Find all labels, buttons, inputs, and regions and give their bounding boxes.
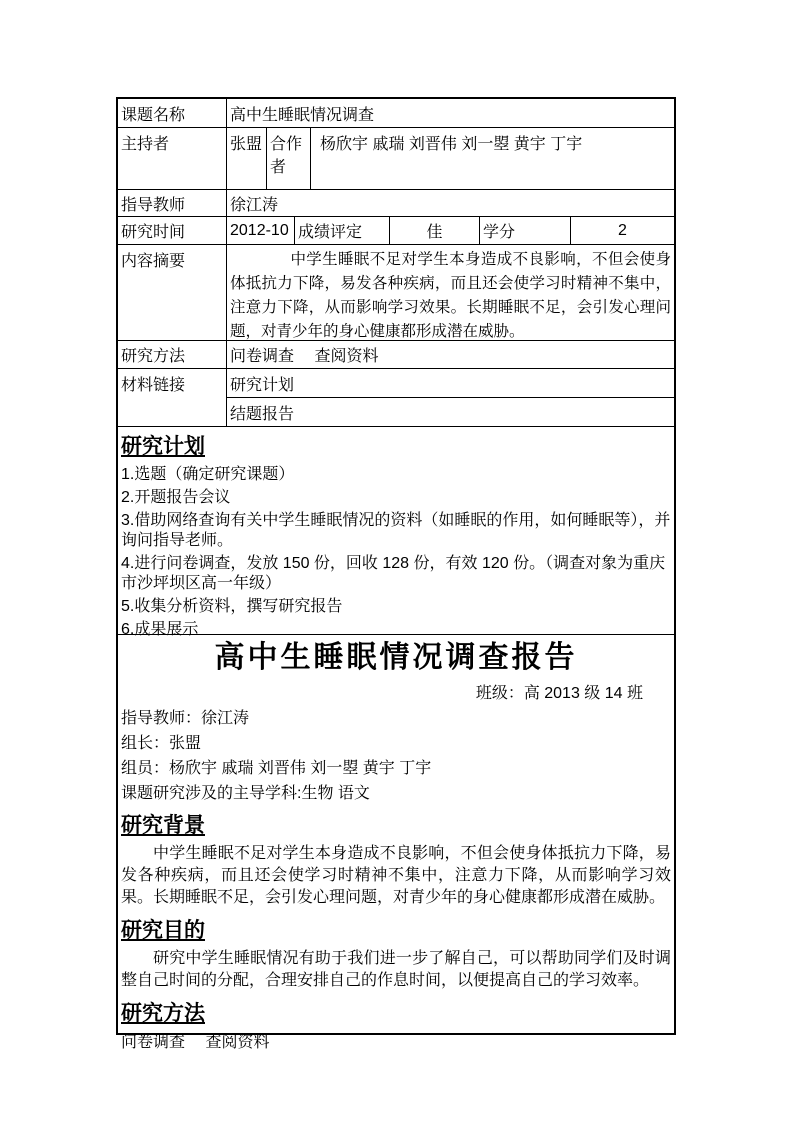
material-item-plan: 研究计划	[227, 369, 674, 398]
project-info-table	[116, 97, 676, 1051]
advisor-value: 徐江涛	[226, 190, 674, 216]
plan-item-4: 4.进行问卷调查，发放 150 份，回收 128 份，有效 120 份。（调查对象为重庆市沙坪坝区高一年级）	[121, 555, 666, 592]
time-value: 2012-10	[226, 217, 294, 244]
table-row-plan-section	[118, 426, 674, 638]
host-label: 主持者	[121, 136, 170, 153]
grade-value: 佳	[389, 217, 479, 244]
report-leader-line: 组长：张盟	[121, 735, 202, 752]
topic-label: 课题名称	[121, 106, 186, 124]
summary-text: 中学生睡眠不足对学生本身造成不良影响，不但会使身体抵抗力下降，易发各种疾病，而且还会使学习时精神不集中，注意力下降，从而影响学习效果。长期睡眠不足，会引发心理问题，对青少年的身心健康都形成潜在威胁。	[230, 251, 671, 340]
material-label: 材料链接	[121, 377, 186, 394]
method-value: 问卷调查 查阅资料	[226, 341, 674, 368]
table-row-materials	[118, 368, 674, 426]
time-label: 研究时间	[121, 224, 186, 241]
table-row-time-grade-credit	[118, 216, 674, 244]
plan-item-2: 2.开题报告会议	[121, 489, 231, 506]
table-row-summary	[118, 244, 674, 340]
plan-item-1: 1.选题（确定研究课题）	[121, 466, 295, 483]
host-value: 张盟	[226, 128, 266, 189]
purpose-paragraph: 研究中学生睡眠情况有助于我们进一步了解自己，可以帮助同学们及时调整自己时间的分配，合理安排自己的作息时间，以便提高自己的学习效率。	[121, 950, 671, 989]
collaborator-value: 杨欣宇 戚瑞 刘晋伟 刘一曌 黄宇 丁宇	[310, 128, 674, 189]
collaborator-label: 合作者	[266, 128, 310, 189]
background-heading: 研究背景	[121, 814, 205, 837]
report-class-line: 班级：高 2013 级 14 班	[475, 685, 643, 702]
advisor-label: 指导教师	[121, 196, 186, 214]
plan-section	[118, 427, 674, 638]
table-row-report-section	[118, 634, 674, 1051]
table-row-topic	[118, 99, 674, 127]
report-title: 高中生睡眠情况调查报告	[214, 641, 578, 674]
plan-item-3: 3.借助网络查询有关中学生睡眠情况的资料（如睡眠的作用，如何睡眠等），并询问指导老师。	[121, 512, 671, 549]
topic-value: 高中生睡眠情况调查	[226, 99, 674, 127]
plan-item-5: 5.收集分析资料，撰写研究报告	[121, 598, 343, 615]
plan-heading: 研究计划	[121, 435, 205, 458]
method-label: 研究方法	[121, 348, 186, 365]
purpose-heading: 研究目的	[121, 919, 205, 942]
report-subjects-line: 课题研究涉及的主导学科:生物 语文	[121, 785, 370, 802]
table-row-method	[118, 340, 674, 368]
plan-item-6: 6.成果展示	[121, 621, 199, 638]
report-members-line: 组员：杨欣宇 戚瑞 刘晋伟 刘一曌 黄宇 丁宇	[121, 760, 432, 777]
table-row-host	[118, 127, 674, 189]
material-items	[226, 369, 674, 426]
material-item-report: 结题报告	[230, 406, 295, 423]
table-row-advisor	[118, 189, 674, 216]
report-method-line: 问卷调查 查阅资料	[121, 1034, 270, 1051]
report-section	[118, 635, 674, 1051]
grade-label: 成绩评定	[294, 217, 389, 244]
report-advisor-line: 指导教师：徐江涛	[121, 710, 250, 727]
background-paragraph: 中学生睡眠不足对学生本身造成不良影响，不但会使身体抵抗力下降，易发各种疾病，而且还会使学习时精神不集中，注意力下降，从而影响学习效果。长期睡眠不足，会引发心理问题，对青少年的身心健康都形成潜在威胁。	[121, 845, 671, 906]
summary-label: 内容摘要	[121, 253, 186, 270]
credit-value: 2	[570, 217, 674, 244]
credit-label: 学分	[479, 217, 570, 244]
method-heading: 研究方法	[121, 1002, 205, 1025]
